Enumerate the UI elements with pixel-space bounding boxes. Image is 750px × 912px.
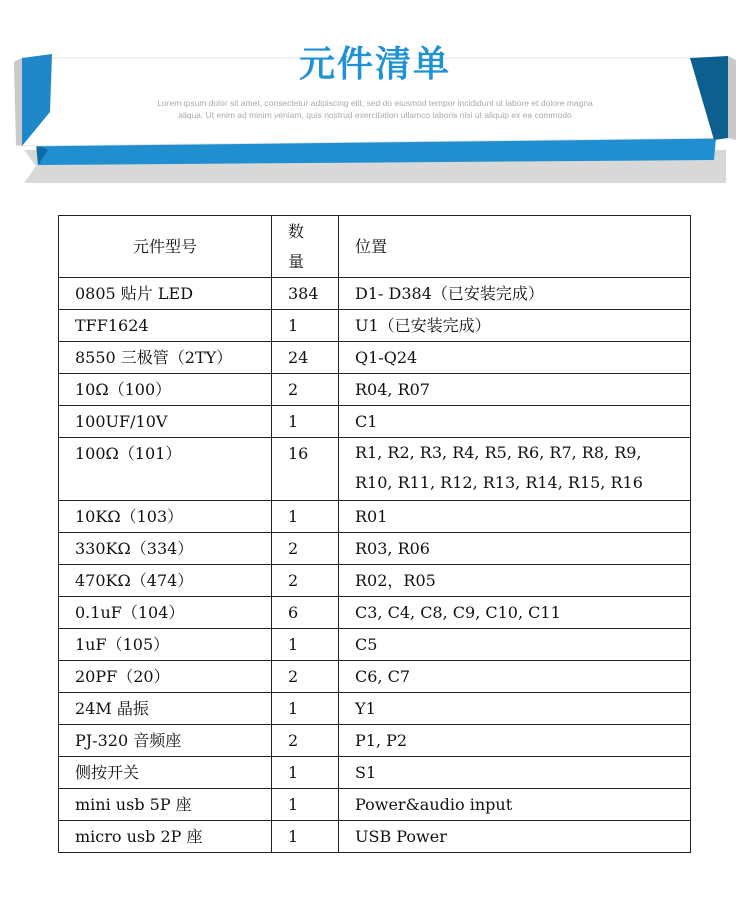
table-row <box>59 789 691 821</box>
header-position: 位置 <box>339 216 691 278</box>
header-model: 元件型号 <box>59 216 272 278</box>
table-row <box>59 757 691 789</box>
cell-model: 1uF（105） <box>59 629 272 661</box>
cell-position: C6, C7 <box>339 661 691 693</box>
cell-position: S1 <box>339 757 691 789</box>
cell-position: R01 <box>339 501 691 533</box>
table-row <box>59 821 691 853</box>
cell-qty: 6 <box>272 597 339 629</box>
table-row <box>59 629 691 661</box>
cell-position: R02，R05 <box>339 565 691 597</box>
table-row <box>59 501 691 533</box>
cell-position <box>339 438 691 501</box>
cell-qty: 1 <box>272 629 339 661</box>
cell-qty: 24 <box>272 342 339 374</box>
cell-qty: 384 <box>272 278 339 310</box>
cell-model: 20PF（20） <box>59 661 272 693</box>
cell-qty: 2 <box>272 533 339 565</box>
cell-position-line2: R10, R11, R12, R13, R14, R15, R16 <box>355 473 643 492</box>
cell-qty: 1 <box>272 821 339 853</box>
cell-position: R03, R06 <box>339 533 691 565</box>
cell-position-line1: R1, R2, R3, R4, R5, R6, R7, R8, R9, <box>355 443 642 462</box>
cell-qty: 1 <box>272 757 339 789</box>
table-row <box>59 597 691 629</box>
cell-qty: 1 <box>272 789 339 821</box>
cell-qty: 1 <box>272 310 339 342</box>
cell-position: Power&audio input <box>339 789 691 821</box>
cell-qty: 2 <box>272 661 339 693</box>
subtitle-line-1: Lorem ipsum dolor sit amet, consectetur adipiscing elit, sed do eiusmod tempor incididunt ut labore et dolore magna <box>157 98 593 108</box>
cell-qty: 1 <box>272 693 339 725</box>
table-row <box>59 310 691 342</box>
cell-model: mini usb 5P 座 <box>59 789 272 821</box>
cell-qty: 2 <box>272 725 339 757</box>
header-qty-line2: 量 <box>288 251 305 271</box>
cell-position: U1（已安装完成） <box>339 310 691 342</box>
cell-qty: 16 <box>272 438 339 501</box>
cell-model: TFF1624 <box>59 310 272 342</box>
cell-position: Q1-Q24 <box>339 342 691 374</box>
table-row <box>59 278 691 310</box>
cell-model: 8550 三极管（2TY） <box>59 342 272 374</box>
cell-qty: 2 <box>272 565 339 597</box>
cell-model: 100Ω（101） <box>59 438 272 501</box>
table-row <box>59 661 691 693</box>
cell-qty: 1 <box>272 501 339 533</box>
cell-position: C1 <box>339 406 691 438</box>
table-row <box>59 725 691 757</box>
cell-model: 330KΩ（334） <box>59 533 272 565</box>
table-row <box>59 374 691 406</box>
table-row <box>59 565 691 597</box>
page-title: 元件清单 <box>298 44 451 85</box>
cell-position: C3, C4, C8, C9, C10, C11 <box>339 597 691 629</box>
cell-qty: 2 <box>272 374 339 406</box>
table-row <box>59 342 691 374</box>
table-header-row <box>59 216 691 278</box>
cell-position: Y1 <box>339 693 691 725</box>
header-qty <box>272 216 339 278</box>
cell-model: 10KΩ（103） <box>59 501 272 533</box>
table-row <box>59 693 691 725</box>
cell-model: 0805 贴片 LED <box>59 278 272 310</box>
cell-position: P1, P2 <box>339 725 691 757</box>
cell-model: 470KΩ（474） <box>59 565 272 597</box>
table-row <box>59 533 691 565</box>
cell-position: D1- D384（已安装完成） <box>339 278 691 310</box>
cell-position: R04, R07 <box>339 374 691 406</box>
cell-model: 侧按开关 <box>59 757 272 789</box>
cell-qty: 1 <box>272 406 339 438</box>
header-banner <box>0 0 750 200</box>
cell-model: 100UF/10V <box>59 406 272 438</box>
table-row <box>59 438 691 501</box>
cell-position: C5 <box>339 629 691 661</box>
cell-model: micro usb 2P 座 <box>59 821 272 853</box>
cell-position: USB Power <box>339 821 691 853</box>
header-qty-line1: 数 <box>288 221 305 241</box>
cell-model: 10Ω（100） <box>59 374 272 406</box>
subtitle-line-2: aliqua. Ut enim ad minim veniam, quis nostrud exercitation ullamco laboris nisi ut aliquip ex ea commodo <box>178 110 572 120</box>
cell-model: 24M 晶振 <box>59 693 272 725</box>
table-row <box>59 406 691 438</box>
bom-table <box>58 215 691 853</box>
cell-model: PJ-320 音频座 <box>59 725 272 757</box>
cell-model: 0.1uF（104） <box>59 597 272 629</box>
